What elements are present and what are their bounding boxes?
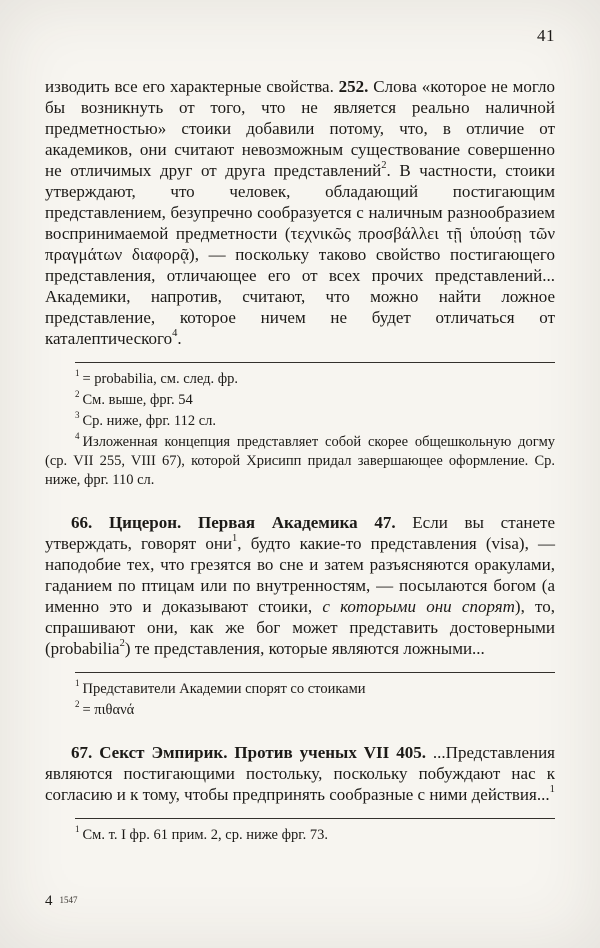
footnote-ref: 4 bbox=[172, 328, 178, 340]
footnote-divider bbox=[75, 362, 555, 363]
footnote-item bbox=[45, 826, 555, 845]
text-run: . bbox=[177, 329, 182, 348]
text-run: ), то, спрашивают они, как же бог может представить достоверными (probabilia bbox=[45, 597, 555, 658]
text-run: изводить все его характерные свойства. bbox=[45, 77, 339, 96]
footnote-item bbox=[45, 433, 555, 490]
footnote-item bbox=[45, 701, 555, 720]
fragment-heading: 66. Цицерон. Первая Академика 47. bbox=[71, 513, 396, 532]
text-run: . В частности, стоики утверждают, что человек, обладающий постигающим представлением, безупречно сообразуется с наличным разнообразием воспринимаемой предметности (τεχνικῶς προσβάλλει τῇ ὑπούσῃ τῶν πραγμάτων διαφορᾷ), — поскольку таково свойство постигающего представления, отличающее его от всех прочих представлений... Академики, напротив, считают, что можно найти ложное представление, которое ничем не будет отличаться от каталептического bbox=[45, 161, 555, 348]
footnote-item bbox=[45, 391, 555, 410]
emphasized-text: с которыми они спорят bbox=[322, 597, 515, 616]
footnote-text: См. т. I фр. 61 прим. 2, ср. ниже фрг. 73. bbox=[82, 827, 328, 843]
text-run: Если вы станете утверждать, говорят они bbox=[45, 513, 555, 553]
footnote-divider bbox=[75, 672, 555, 673]
fragment-heading: 67. Секст Эмпирик. Против ученых VII 405. bbox=[71, 743, 426, 762]
footnote-ref: 2 bbox=[119, 638, 125, 650]
footnote-block-2 bbox=[45, 672, 555, 720]
page-body bbox=[45, 76, 555, 845]
paragraph-fragment-66 bbox=[45, 512, 555, 659]
footnote-marker: 1 bbox=[75, 368, 80, 379]
footnote-text: = probabilia, см. след. фр. bbox=[82, 371, 239, 387]
footnote-marker: 4 bbox=[75, 431, 80, 442]
footnote-item bbox=[45, 412, 555, 431]
footnote-block-1 bbox=[45, 362, 555, 490]
footnote-marker: 1 bbox=[75, 824, 80, 835]
page-number: 41 bbox=[537, 26, 555, 45]
footnote-text: Изложенная концепция представляет собой скорее общешкольную догму (ср. VII 255, VIII 67), которой Хрисипп придал завершающее оформление. Ср. ниже, фрг. 110 сл. bbox=[45, 434, 555, 488]
text-run: , будто какие-то представления (visa), — наподобие тех, что грезятся во сне и затем разъясняются оракулами, гаданием по птицам или по внутренностям, — посылаются богом (а именно это и доказывают стоики, bbox=[45, 534, 555, 616]
text-run: ) те представления, которые являются ложными... bbox=[124, 639, 485, 658]
footnote-ref: 1 bbox=[232, 533, 238, 545]
footnote-text: Представители Академии спорят со стоиками bbox=[82, 681, 366, 697]
footnote-marker: 1 bbox=[75, 678, 80, 689]
footnote-divider bbox=[75, 818, 555, 819]
fragment-number: 252. bbox=[338, 77, 369, 96]
footnote-text: См. выше, фрг. 54 bbox=[82, 392, 193, 408]
footnote-text: Ср. ниже, фрг. 112 сл. bbox=[82, 413, 217, 429]
page-footer bbox=[45, 893, 78, 910]
text-run: Слова «которое не могло бы возникнуть от того, что не является реально наличной предметностью» стоики добавили потому, что, в отличие от академиков, они считают невозможным существование совершенно не отличимых друг от друга представлений bbox=[45, 77, 556, 180]
footnote-marker: 2 bbox=[75, 699, 80, 710]
text-run: ...Представления являются постигающими постольку, поскольку побуждают нас к согласию и к тому, чтобы предпринять сообразные с ними действия... bbox=[45, 743, 556, 804]
footnote-text: = πιθανά bbox=[82, 702, 135, 718]
paragraph-fragment-67 bbox=[45, 742, 555, 805]
footnote-item bbox=[45, 370, 555, 389]
footnote-marker: 2 bbox=[75, 389, 80, 400]
signature-number: 4 bbox=[45, 893, 53, 909]
footnote-marker: 3 bbox=[75, 410, 80, 421]
footnote-item bbox=[45, 680, 555, 699]
footnote-ref: 2 bbox=[381, 160, 387, 172]
footnote-ref: 1 bbox=[549, 784, 555, 796]
print-order-number: 1547 bbox=[59, 895, 78, 905]
paragraph-fragment-252 bbox=[45, 76, 555, 349]
footnote-block-3 bbox=[45, 818, 555, 845]
